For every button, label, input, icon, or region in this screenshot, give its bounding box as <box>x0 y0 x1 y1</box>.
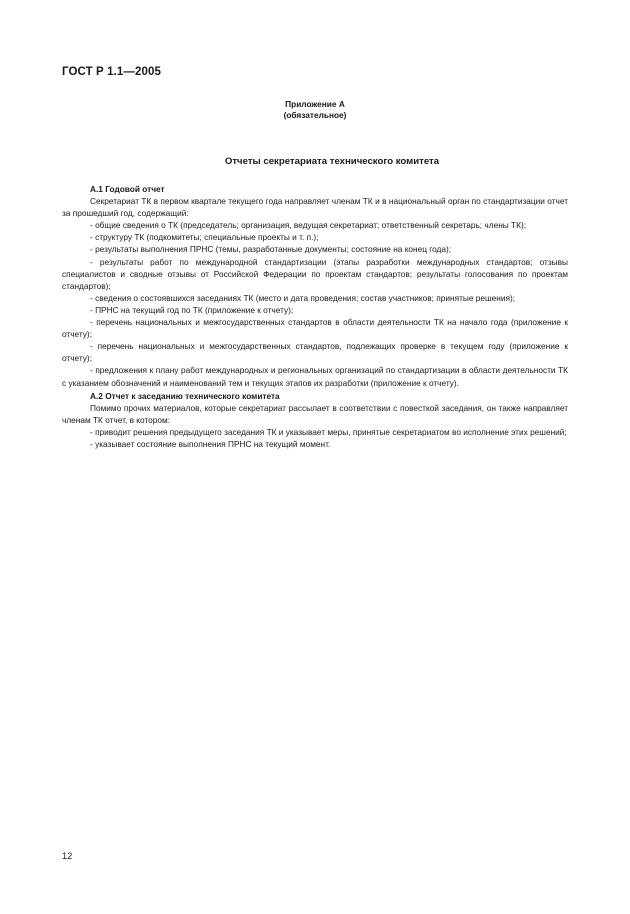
appendix-label: Приложение А <box>285 99 345 109</box>
appendix-title: Отчеты секретариата технического комитета <box>224 156 440 167</box>
section-a2-heading: А.2 Отчет к заседанию технического комитета <box>90 390 280 401</box>
list-item: - перечень национальных и межгосударственных стандартов, подлежащих проверке в текущем году (приложение к отчету); <box>62 341 568 364</box>
list-item: - результаты работ по международной стандартизации (этапы разработки международных стандартов; отзывы специалистов и сводные отзывы от Российской Федерации по проектам стандартов; результаты голосования по проектам стандартов); <box>62 256 568 291</box>
document-code-header: ГОСТ Р 1.1—2005 <box>62 66 161 78</box>
list-item: - перечень национальных и межгосударственных стандартов в области деятельности ТК на начало года (приложение к отчету); <box>62 317 568 340</box>
paragraph: Помимо прочих материалов, которые секретариат рассылает в соответствии с повесткой заседания, он также направляет членам ТК отчет, в котором: <box>62 402 568 425</box>
list-item: - результаты выполнения ПРНС (темы, разработанные документы; состояние на конец года); <box>90 244 452 255</box>
list-item: - структуру ТК (подкомитеты; специальные проекты и т. п.); <box>90 232 319 243</box>
paragraph: Секретариат ТК в первом квартале текущего года направляет членам ТК и в национальный орган по стандартизации отчет за прошедший год, содержащий: <box>62 196 568 219</box>
list-item: - указывает состояние выполнения ПРНС на текущий момент. <box>90 438 331 449</box>
document-body <box>62 183 568 450</box>
list-item: - приводит решения предыдущего заседания ТК и указывает меры, принятые секретариатом во исполнение этих решений; <box>90 426 567 437</box>
appendix-heading <box>62 99 568 121</box>
list-item: - предложения к плану работ международных и региональных организаций по стандартизации в области деятельности ТК с указанием обозначений и наименований тем и текущих этапов их разработки (приложение к отчету). <box>62 365 568 388</box>
list-item: - сведения о состоявшихся заседаниях ТК (место и дата проведения; состав участников; принятые решения); <box>90 292 516 303</box>
list-item: - общие сведения о ТК (председатель; организация, ведущая секретариат; ответственный секретарь; члены ТК); <box>90 220 527 231</box>
section-a1-heading: А.1 Годовой отчет <box>90 184 165 194</box>
list-item: - ПРНС на текущий год по ТК (приложение к отчету); <box>90 304 294 315</box>
appendix-status: (обязательное) <box>283 110 347 120</box>
page-number: 12 <box>62 851 73 861</box>
